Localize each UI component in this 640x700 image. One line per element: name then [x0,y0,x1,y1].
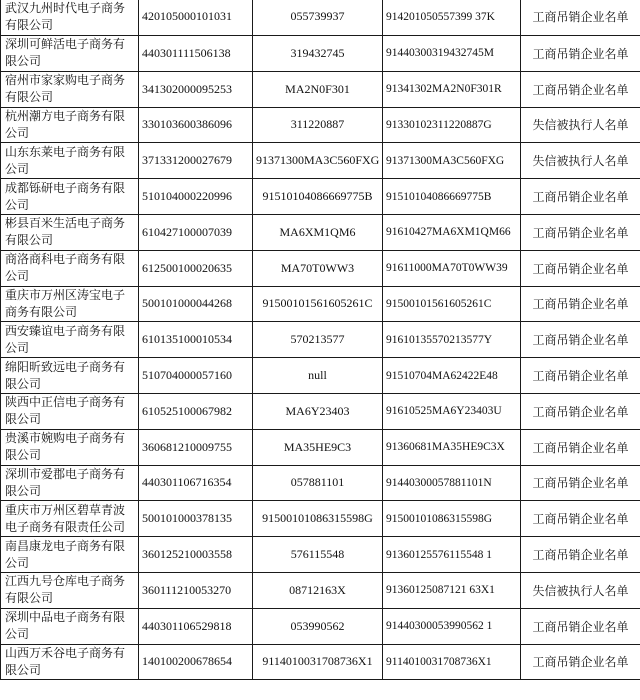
organization-code-cell: 91510104086669775B [253,179,383,215]
list-type-cell: 工商吊销企业名单 [521,214,640,250]
table-row [1,71,640,107]
table-body [1,0,640,680]
credit-code-cell: 9114010031708736X1 [383,644,521,680]
registration-number-cell: 440301106716354 [139,465,253,501]
company-name-cell: 贵溪市婉购电子商务有限公司 [1,429,139,465]
list-type-cell: 工商吊销企业名单 [521,501,640,537]
list-type-cell: 工商吊销企业名单 [521,286,640,322]
organization-code-cell: null [253,358,383,394]
credit-code-cell: 91440300053990562 1 [383,608,521,644]
organization-code-cell: 311220887 [253,107,383,143]
registration-number-cell: 510704000057160 [139,358,253,394]
company-name-cell: 宿州市家家购电子商务有限公司 [1,71,139,107]
table-row [1,179,640,215]
registration-number-cell: 360111210053270 [139,572,253,608]
organization-code-cell: MA6XM1QM6 [253,214,383,250]
table-row [1,465,640,501]
credit-code-cell: 91500101561605261C [383,286,521,322]
organization-code-cell: 570213577 [253,322,383,358]
organization-code-cell: 91500101561605261C [253,286,383,322]
list-type-cell: 工商吊销企业名单 [521,250,640,286]
company-name-cell: 武汉九州时代电子商务有限公司 [1,0,139,36]
list-type-cell: 失信被执行人名单 [521,572,640,608]
list-type-cell: 工商吊销企业名单 [521,644,640,680]
organization-code-cell: 057881101 [253,465,383,501]
registration-number-cell: 360125210003558 [139,537,253,573]
company-name-cell: 绵阳昕致远电子商务有限公司 [1,358,139,394]
credit-code-cell: 91610427MA6XM1QM66 [383,214,521,250]
table-row [1,322,640,358]
company-name-cell: 南昌康龙电子商务有限公司 [1,537,139,573]
list-type-cell: 工商吊销企业名单 [521,358,640,394]
registration-number-cell: 612500100020635 [139,250,253,286]
organization-code-cell: MA2N0F301 [253,71,383,107]
credit-code-cell: 91510104086669775B [383,179,521,215]
list-type-cell: 工商吊销企业名单 [521,537,640,573]
table-row [1,214,640,250]
organization-code-cell: 9114010031708736X1 [253,644,383,680]
credit-code-cell: 91610525MA6Y23403U [383,393,521,429]
table-row [1,0,640,36]
credit-code-cell: 91610135570213577Y [383,322,521,358]
registration-number-cell: 440301111506138 [139,36,253,72]
credit-code-cell: 91341302MA2N0F301R [383,71,521,107]
credit-code-cell: 91360681MA35HE9C3X [383,429,521,465]
organization-code-cell: MA70T0WW3 [253,250,383,286]
company-name-cell: 杭州潮方电子商务有限公司 [1,107,139,143]
company-name-cell: 江西九号仓库电子商务有限公司 [1,572,139,608]
registration-number-cell: 330103600386096 [139,107,253,143]
registration-number-cell: 440301106529818 [139,608,253,644]
company-name-cell: 深圳可鲜活电子商务有限公司 [1,36,139,72]
credit-code-cell: 91500101086315598G [383,501,521,537]
company-name-cell: 山东东莱电子商务有限公司 [1,143,139,179]
registration-number-cell: 500101000378135 [139,501,253,537]
credit-code-cell: 91611000MA70T0WW39 [383,250,521,286]
registration-number-cell: 510104000220996 [139,179,253,215]
credit-code-cell: 914201050557399 37K [383,0,521,36]
credit-code-cell: 91371300MA3C560FXG [383,143,521,179]
credit-code-cell: 91360125576115548 1 [383,537,521,573]
company-name-cell: 深圳市爱郡电子商务有限公司 [1,465,139,501]
registration-number-cell: 610525100067982 [139,393,253,429]
table-row [1,393,640,429]
organization-code-cell: 319432745 [253,36,383,72]
organization-code-cell: 91500101086315598G [253,501,383,537]
company-name-cell: 彬县百米生活电子商务有限公司 [1,214,139,250]
list-type-cell: 工商吊销企业名单 [521,0,640,36]
registration-number-cell: 610427100007039 [139,214,253,250]
registration-number-cell: 360681210009755 [139,429,253,465]
organization-code-cell: 91371300MA3C560FXG [253,143,383,179]
list-type-cell: 工商吊销企业名单 [521,179,640,215]
list-type-cell: 失信被执行人名单 [521,107,640,143]
credit-code-cell: 91330102311220887G [383,107,521,143]
company-name-cell: 陕西中正信电子商务有限公司 [1,393,139,429]
company-name-cell: 西安臻谊电子商务有限公司 [1,322,139,358]
credit-code-cell: 91360125087121 63X1 [383,572,521,608]
list-type-cell: 工商吊销企业名单 [521,322,640,358]
company-name-cell: 深圳中品电子商务有限公司 [1,608,139,644]
table-row [1,36,640,72]
list-type-cell: 工商吊销企业名单 [521,71,640,107]
table-row [1,143,640,179]
table-row [1,537,640,573]
registration-number-cell: 341302000095253 [139,71,253,107]
table-row [1,572,640,608]
list-type-cell: 失信被执行人名单 [521,143,640,179]
company-name-cell: 商洛商科电子商务有限公司 [1,250,139,286]
company-name-cell: 山西万禾谷电子商务有限公司 [1,644,139,680]
registration-number-cell: 371331200027679 [139,143,253,179]
credit-code-cell: 91510704MA62422E48 [383,358,521,394]
table-row [1,608,640,644]
table-row [1,107,640,143]
registration-number-cell: 420105000101031 [139,0,253,36]
registration-number-cell: 500101000044268 [139,286,253,322]
organization-code-cell: MA35HE9C3 [253,429,383,465]
list-type-cell: 工商吊销企业名单 [521,393,640,429]
list-type-cell: 工商吊销企业名单 [521,429,640,465]
registration-number-cell: 610135100010534 [139,322,253,358]
table-row [1,250,640,286]
company-name-cell: 成都铄研电子商务有限公司 [1,179,139,215]
company-name-cell: 重庆市万州区涛宝电子商务有限公司 [1,286,139,322]
table-row [1,358,640,394]
organization-code-cell: 08712163X [253,572,383,608]
organization-code-cell: 053990562 [253,608,383,644]
table-row [1,644,640,680]
registration-number-cell: 140100200678654 [139,644,253,680]
company-name-cell: 重庆市万州区碧草青波电子商务有限责任公司 [1,501,139,537]
credit-code-cell: 91440300057881101N [383,465,521,501]
list-type-cell: 工商吊销企业名单 [521,465,640,501]
list-type-cell: 工商吊销企业名单 [521,608,640,644]
list-type-cell: 工商吊销企业名单 [521,36,640,72]
table-row [1,429,640,465]
credit-code-cell: 91440300319432745M [383,36,521,72]
organization-code-cell: 576115548 [253,537,383,573]
table-row [1,501,640,537]
organization-code-cell: 055739937 [253,0,383,36]
organization-code-cell: MA6Y23403 [253,393,383,429]
table-row [1,286,640,322]
